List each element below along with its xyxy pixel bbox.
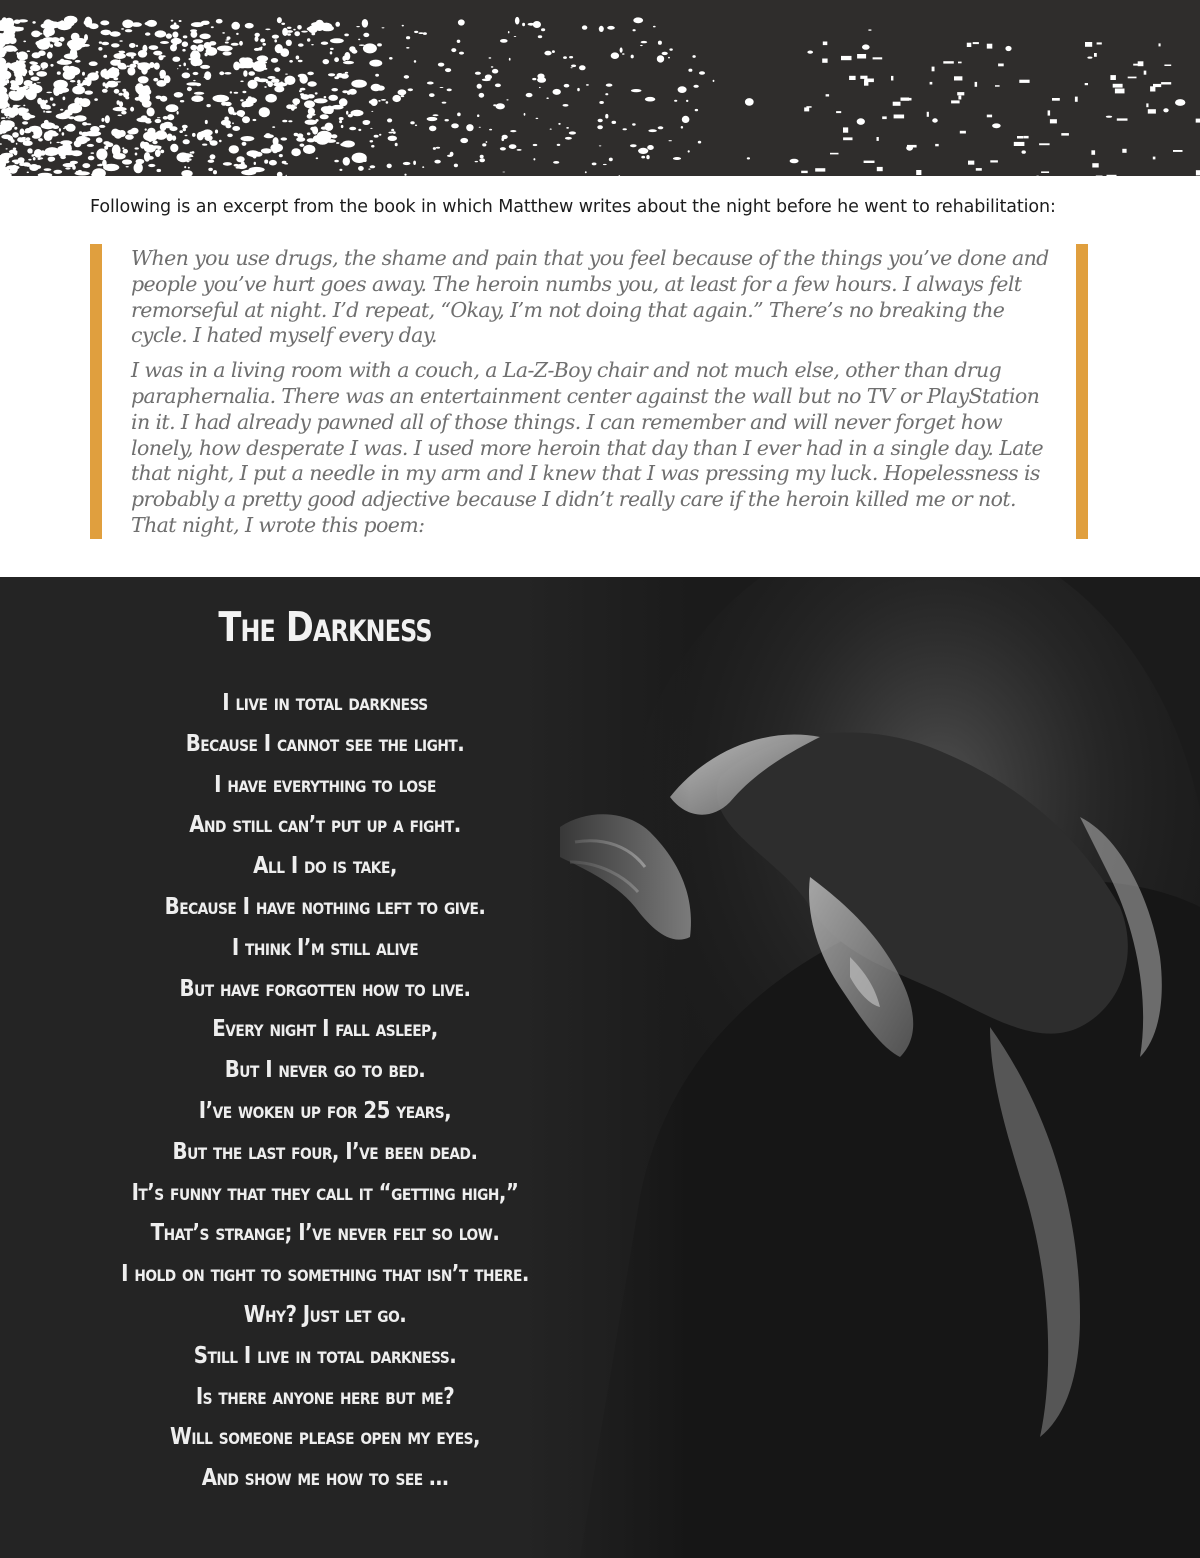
poem-line: But have forgotten how to live.	[179, 975, 471, 1002]
poem-line: I hold on tight to something that isn’t there.	[121, 1261, 529, 1288]
poem-line: I have everything to lose	[214, 771, 436, 798]
poem-line: I think I’m still alive	[231, 934, 419, 961]
excerpt-quote	[90, 244, 1088, 539]
quote-paragraph: I was in a living room with a couch, a La-Z-Boy chair and not much else, other than drug paraphernalia. There was an entertainment center against the wall but no TV or PlayStation in it. I had already pawned all of those things. I can remember and will never forget how lonely, how desperate I was. I used more heroin that day than I ever had in a single day. Late that night, I put a needle in my arm and I knew that I was pressing my luck. Hopelessness is probably a pretty good adjective because I didn’t really care if the heroin killed me or not. That night, I wrote this poem:	[131, 358, 1043, 537]
poem-lines	[0, 683, 650, 1499]
poem-line: Still I live in total darkness.	[193, 1342, 457, 1369]
poem-line: But I never go to bed.	[224, 1057, 426, 1084]
quote-accent-bar-right	[1076, 244, 1088, 539]
poem-line: And still can’t put up a fight.	[189, 812, 461, 839]
poem-line: I live in total darkness	[222, 690, 428, 716]
grunge-texture-image	[0, 0, 1200, 176]
quote-paragraph: When you use drugs, the shame and pain that you feel because of the things you’ve done and people you’ve hurt goes away. The heroin numbs you, at least for a few hours. I always felt remorseful at night. I’d repeat, “Okay, I’m not doing that again.” There’s no breaking the cycle. I hated myself every day.	[131, 246, 1049, 348]
poem-line: That’s strange; I’ve never felt so low.	[150, 1220, 500, 1247]
poem-line: Because I have nothing left to give.	[164, 893, 486, 920]
poem-line: I’ve woken up for 25 years,	[198, 1097, 452, 1124]
poem-line: Will someone please open my eyes,	[170, 1424, 480, 1451]
poem-line: Because I cannot see the light.	[185, 730, 465, 757]
grunge-banner	[0, 0, 1200, 176]
poem-line: Is there anyone here but me?	[195, 1383, 455, 1410]
poem-line: Why? Just let go.	[243, 1301, 407, 1328]
poem-line: Every night I fall asleep,	[212, 1016, 438, 1043]
poem-title: The Darkness	[218, 603, 432, 651]
poem-line: But the last four, I’ve been dead.	[172, 1138, 478, 1165]
poem-line: And show me how to see …	[201, 1465, 449, 1492]
intro-text: Following is an excerpt from the book in which Matthew writes about the night before he went to rehabilitation:	[90, 197, 1056, 217]
quote-text	[131, 246, 1056, 548]
quote-accent-bar-left	[90, 244, 102, 539]
poem-section	[0, 577, 1200, 1558]
poem-line: All I do is take,	[253, 853, 397, 880]
poem-line: It’s funny that they call it “getting high,”	[131, 1179, 519, 1206]
